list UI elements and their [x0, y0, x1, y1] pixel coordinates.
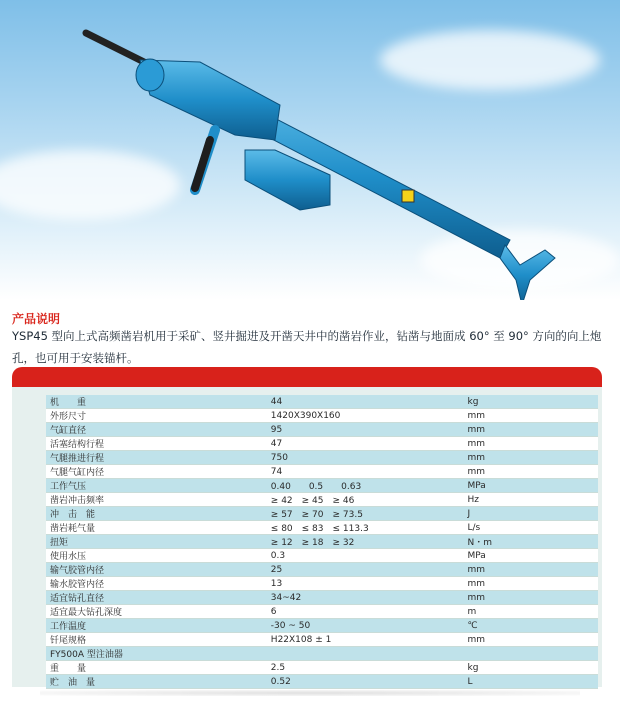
rock-drill-illustration	[0, 0, 620, 300]
spec-unit-cell: J	[464, 507, 599, 521]
spec-unit-cell: mm	[464, 563, 599, 577]
spec-row	[46, 619, 598, 633]
spec-value-cell: 1420X390X160	[267, 409, 464, 423]
spec-param-cell: 活塞结构行程	[46, 437, 267, 451]
spec-unit-cell: m	[464, 605, 599, 619]
spec-value-cell: 750	[267, 451, 464, 465]
spec-row	[46, 633, 598, 647]
spec-param-cell: 气腿气缸内径	[46, 465, 267, 479]
spec-param-cell: 工作温度	[46, 619, 267, 633]
spec-unit-cell: mm	[464, 633, 599, 647]
spec-row	[46, 577, 598, 591]
spec-param-cell: 输气胶管内径	[46, 563, 267, 577]
spec-unit-cell	[464, 647, 599, 661]
spec-param-cell: 使用水压	[46, 549, 267, 563]
spec-param-cell: 凿岩耗气量	[46, 521, 267, 535]
spec-row	[46, 535, 598, 549]
spec-param-cell: FY500A 型注油器	[46, 647, 267, 661]
spec-value-cell: ≥ 57 ≥ 70 ≥ 73.5	[267, 507, 464, 521]
spec-unit-cell: L	[464, 675, 599, 689]
spec-value-cell: ≥ 12 ≥ 18 ≥ 32	[267, 535, 464, 549]
spec-unit-cell: mm	[464, 437, 599, 451]
spec-value-cell: 47	[267, 437, 464, 451]
spec-value-cell: 74	[267, 465, 464, 479]
spec-row	[46, 437, 598, 451]
spec-row	[46, 591, 598, 605]
spec-unit-cell: MPa	[464, 479, 599, 493]
spec-table-panel	[12, 387, 602, 687]
spec-unit-cell: mm	[464, 577, 599, 591]
spec-unit-cell: mm	[464, 409, 599, 423]
spec-param-cell: 贮 油 量	[46, 675, 267, 689]
spec-value-cell: 34~42	[267, 591, 464, 605]
spec-row	[46, 423, 598, 437]
spec-unit-cell: MPa	[464, 549, 599, 563]
product-hero-image	[0, 0, 620, 300]
spec-param-cell: 机 重	[46, 395, 267, 409]
spec-value-cell: 25	[267, 563, 464, 577]
spec-unit-cell: mm	[464, 423, 599, 437]
spec-unit-cell: kg	[464, 661, 599, 675]
panel-shadow	[40, 690, 580, 696]
spec-unit-cell: L/s	[464, 521, 599, 535]
spec-value-cell: -30 ~ 50	[267, 619, 464, 633]
spec-value-cell: 44	[267, 395, 464, 409]
spec-value-cell: 2.5	[267, 661, 464, 675]
spec-row	[46, 395, 598, 409]
spec-row	[46, 493, 598, 507]
spec-param-cell: 气缸直径	[46, 423, 267, 437]
spec-row	[46, 605, 598, 619]
spec-param-cell: 输水胶管内径	[46, 577, 267, 591]
spec-param-cell: 气腿推进行程	[46, 451, 267, 465]
spec-table	[46, 395, 598, 689]
spec-unit-cell: mm	[464, 465, 599, 479]
spec-unit-cell: ℃	[464, 619, 599, 633]
spec-value-cell: ≤ 80 ≤ 83 ≤ 113.3	[267, 521, 464, 535]
spec-value-cell: 0.3	[267, 549, 464, 563]
spec-value-cell: ≥ 42 ≥ 45 ≥ 46	[267, 493, 464, 507]
spec-param-cell: 钎尾规格	[46, 633, 267, 647]
spec-unit-cell: mm	[464, 451, 599, 465]
spec-param-cell: 扭矩	[46, 535, 267, 549]
spec-value-cell: 13	[267, 577, 464, 591]
spec-param-cell: 工作气压	[46, 479, 267, 493]
spec-table-header-bar	[12, 367, 602, 387]
spec-row	[46, 675, 598, 689]
spec-value-cell: 0.52	[267, 675, 464, 689]
spec-row	[46, 549, 598, 563]
spec-param-cell: 凿岩冲击频率	[46, 493, 267, 507]
spec-param-cell: 冲 击 能	[46, 507, 267, 521]
description-heading: 产品说明	[12, 312, 61, 326]
description-body: YSP45 型向上式高频凿岩机用于采矿、竖井掘进及开凿天井中的凿岩作业，钻凿与地面成 60° 至 90° 方向的向上炮孔，也可用于安装锚杆。	[12, 329, 602, 365]
spec-unit-cell: kg	[464, 395, 599, 409]
spec-value-cell: H22X108 ± 1	[267, 633, 464, 647]
spec-value-cell	[267, 647, 464, 661]
spec-value-cell: 6	[267, 605, 464, 619]
spec-row	[46, 479, 598, 493]
spec-row	[46, 465, 598, 479]
spec-row	[46, 563, 598, 577]
spec-param-cell: 重 量	[46, 661, 267, 675]
spec-row	[46, 451, 598, 465]
spec-row	[46, 661, 598, 675]
spec-value-cell: 95	[267, 423, 464, 437]
spec-row	[46, 507, 598, 521]
spec-unit-cell: mm	[464, 591, 599, 605]
spec-param-cell: 适宜最大钻孔深度	[46, 605, 267, 619]
spec-param-cell: 适宜钻孔直径	[46, 591, 267, 605]
spec-unit-cell: Hz	[464, 493, 599, 507]
spec-row	[46, 409, 598, 423]
spec-row	[46, 647, 598, 661]
spec-row	[46, 521, 598, 535]
spec-param-cell: 外形尺寸	[46, 409, 267, 423]
spec-value-cell: 0.40 0.5 0.63	[267, 479, 464, 493]
spec-unit-cell: N・m	[464, 535, 599, 549]
